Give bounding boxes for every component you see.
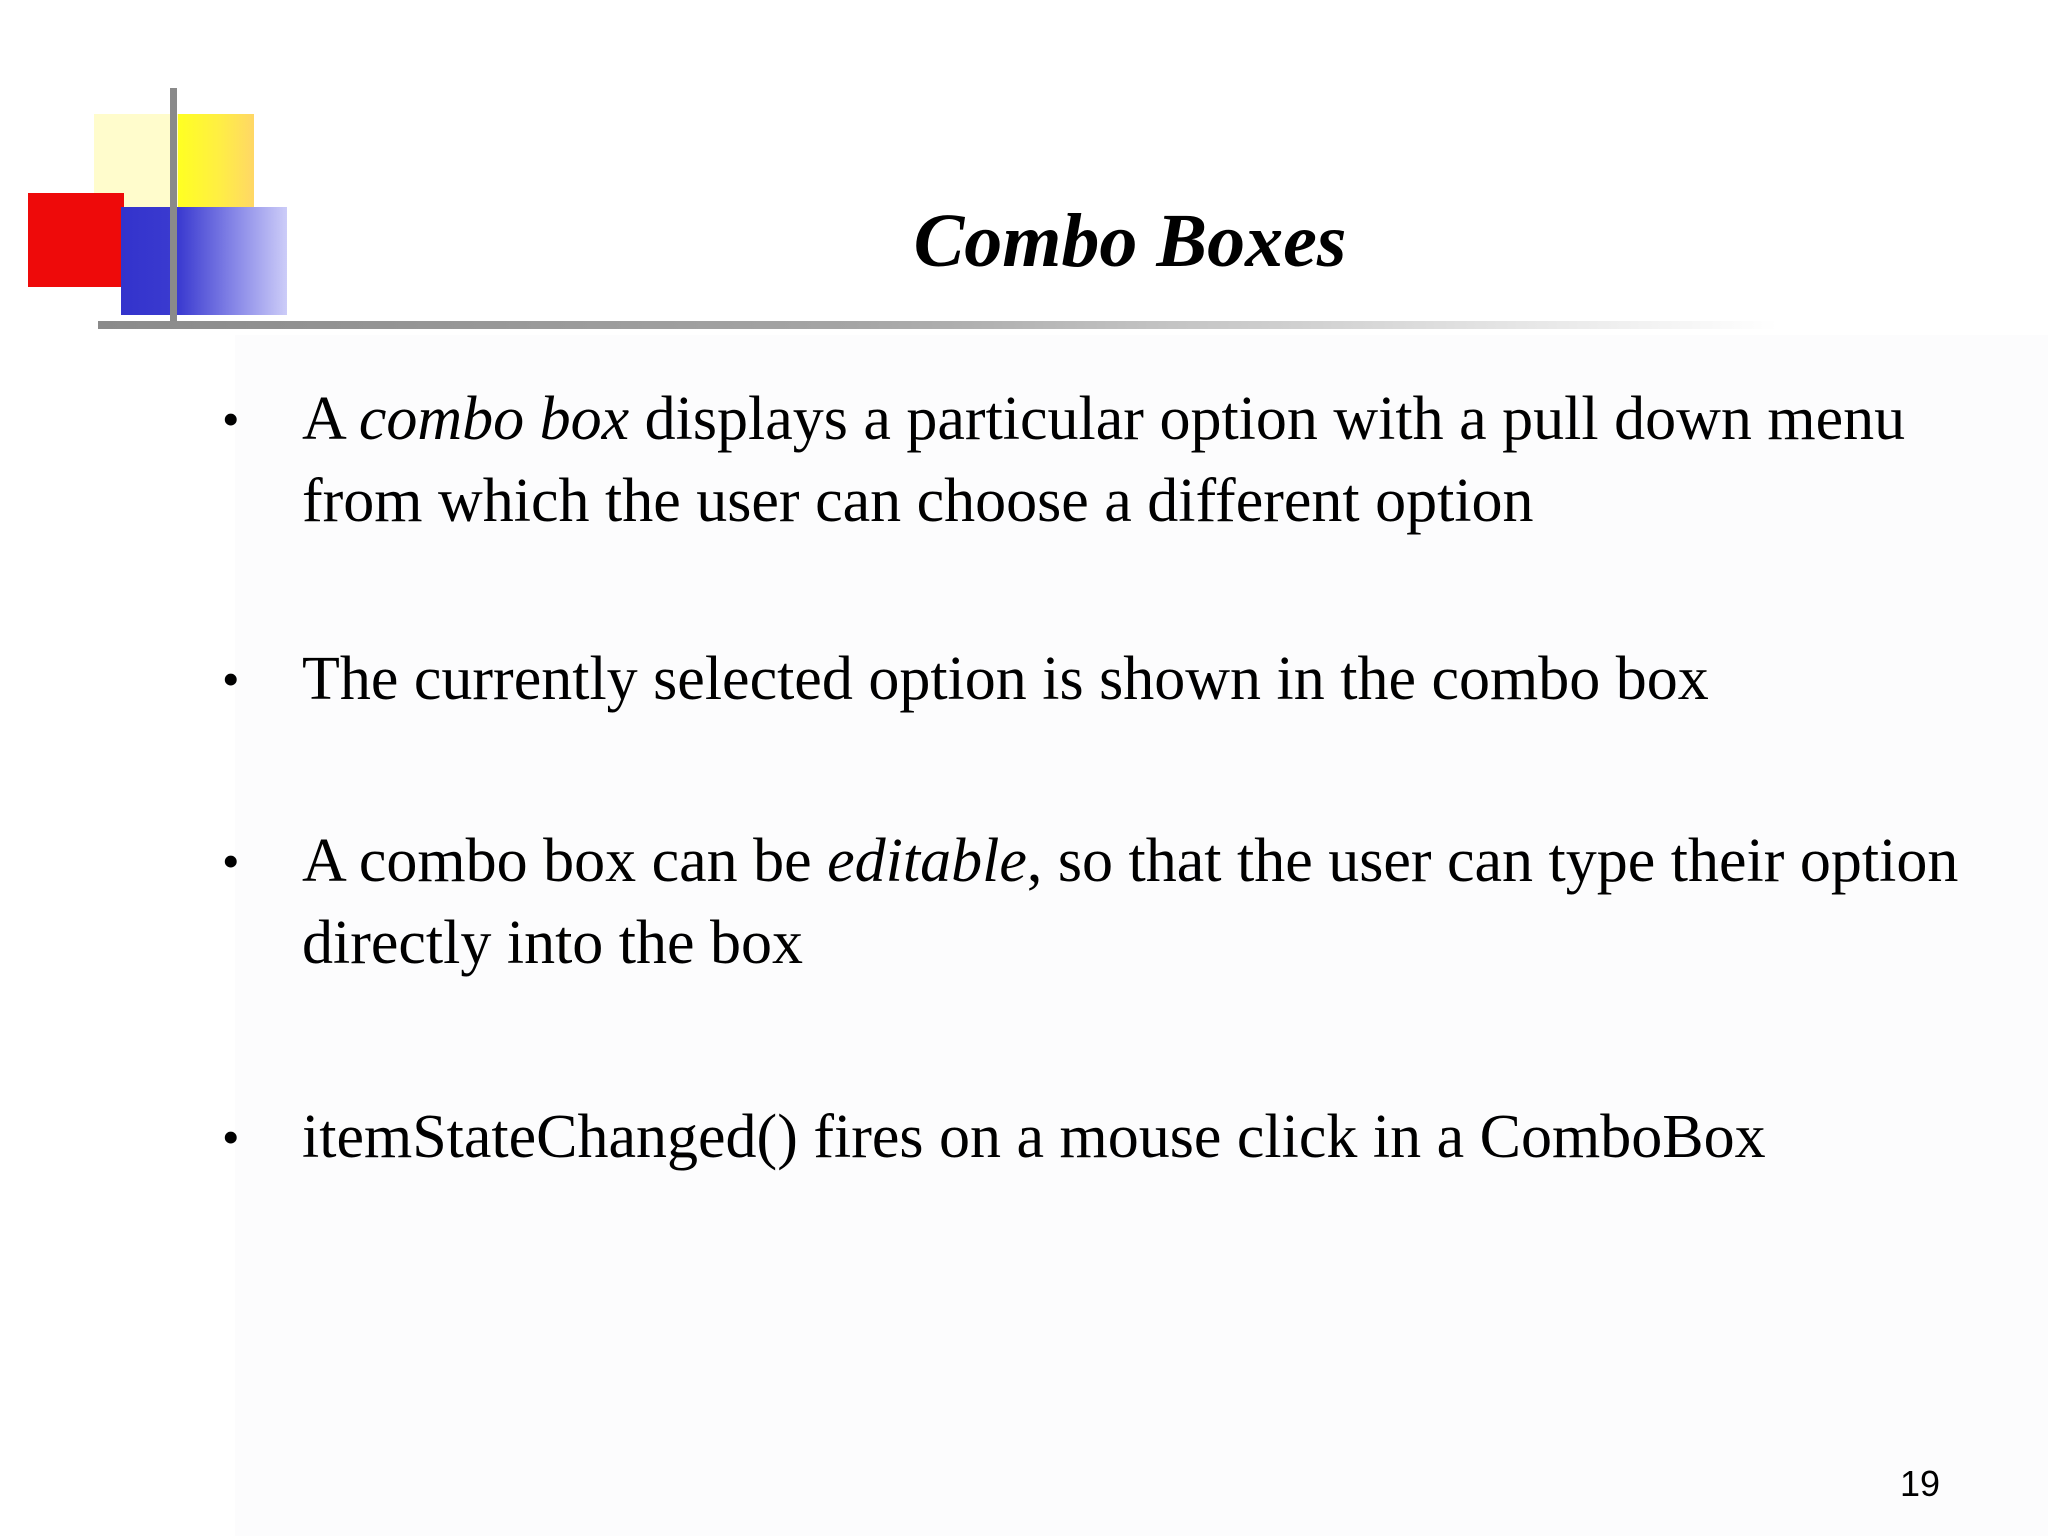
bullet-marker: • [222,651,240,707]
bullet-marker: • [222,1109,240,1165]
bullet-text-plain: itemStateChanged() fires on a mouse click in a ComboBox [302,1103,1766,1171]
bullet-marker: • [222,391,240,447]
bullet-text-emphasis: combo box [358,385,630,453]
logo-vertical-line [170,88,177,324]
slide-title: Combo Boxes [913,199,1347,283]
bullet-text-emphasis: editable [827,827,1027,895]
logo-red-square [28,193,124,287]
bullet-text [302,378,1992,542]
title-underline-rule [98,321,1778,329]
page-number: 19 [1899,1463,1940,1504]
bullet-text [302,638,1992,720]
logo-yellow-square [178,114,254,210]
bullet-text-plain: The currently selected option is shown in the combo box [302,645,1709,713]
bullet-text [302,820,1992,984]
bullet-text-plain: A [302,385,359,453]
bullet-text-plain: A combo box can be [302,827,828,895]
bullet-text-plain: displays a particular option with a pull down menu from which the user can choose a different option [302,385,1906,535]
bullet-marker: • [222,833,240,889]
logo-blue-square [121,207,287,315]
bullet-text [302,1096,1992,1178]
bullet-text-plain: , so that the user can type their option directly into the box [302,827,1959,977]
